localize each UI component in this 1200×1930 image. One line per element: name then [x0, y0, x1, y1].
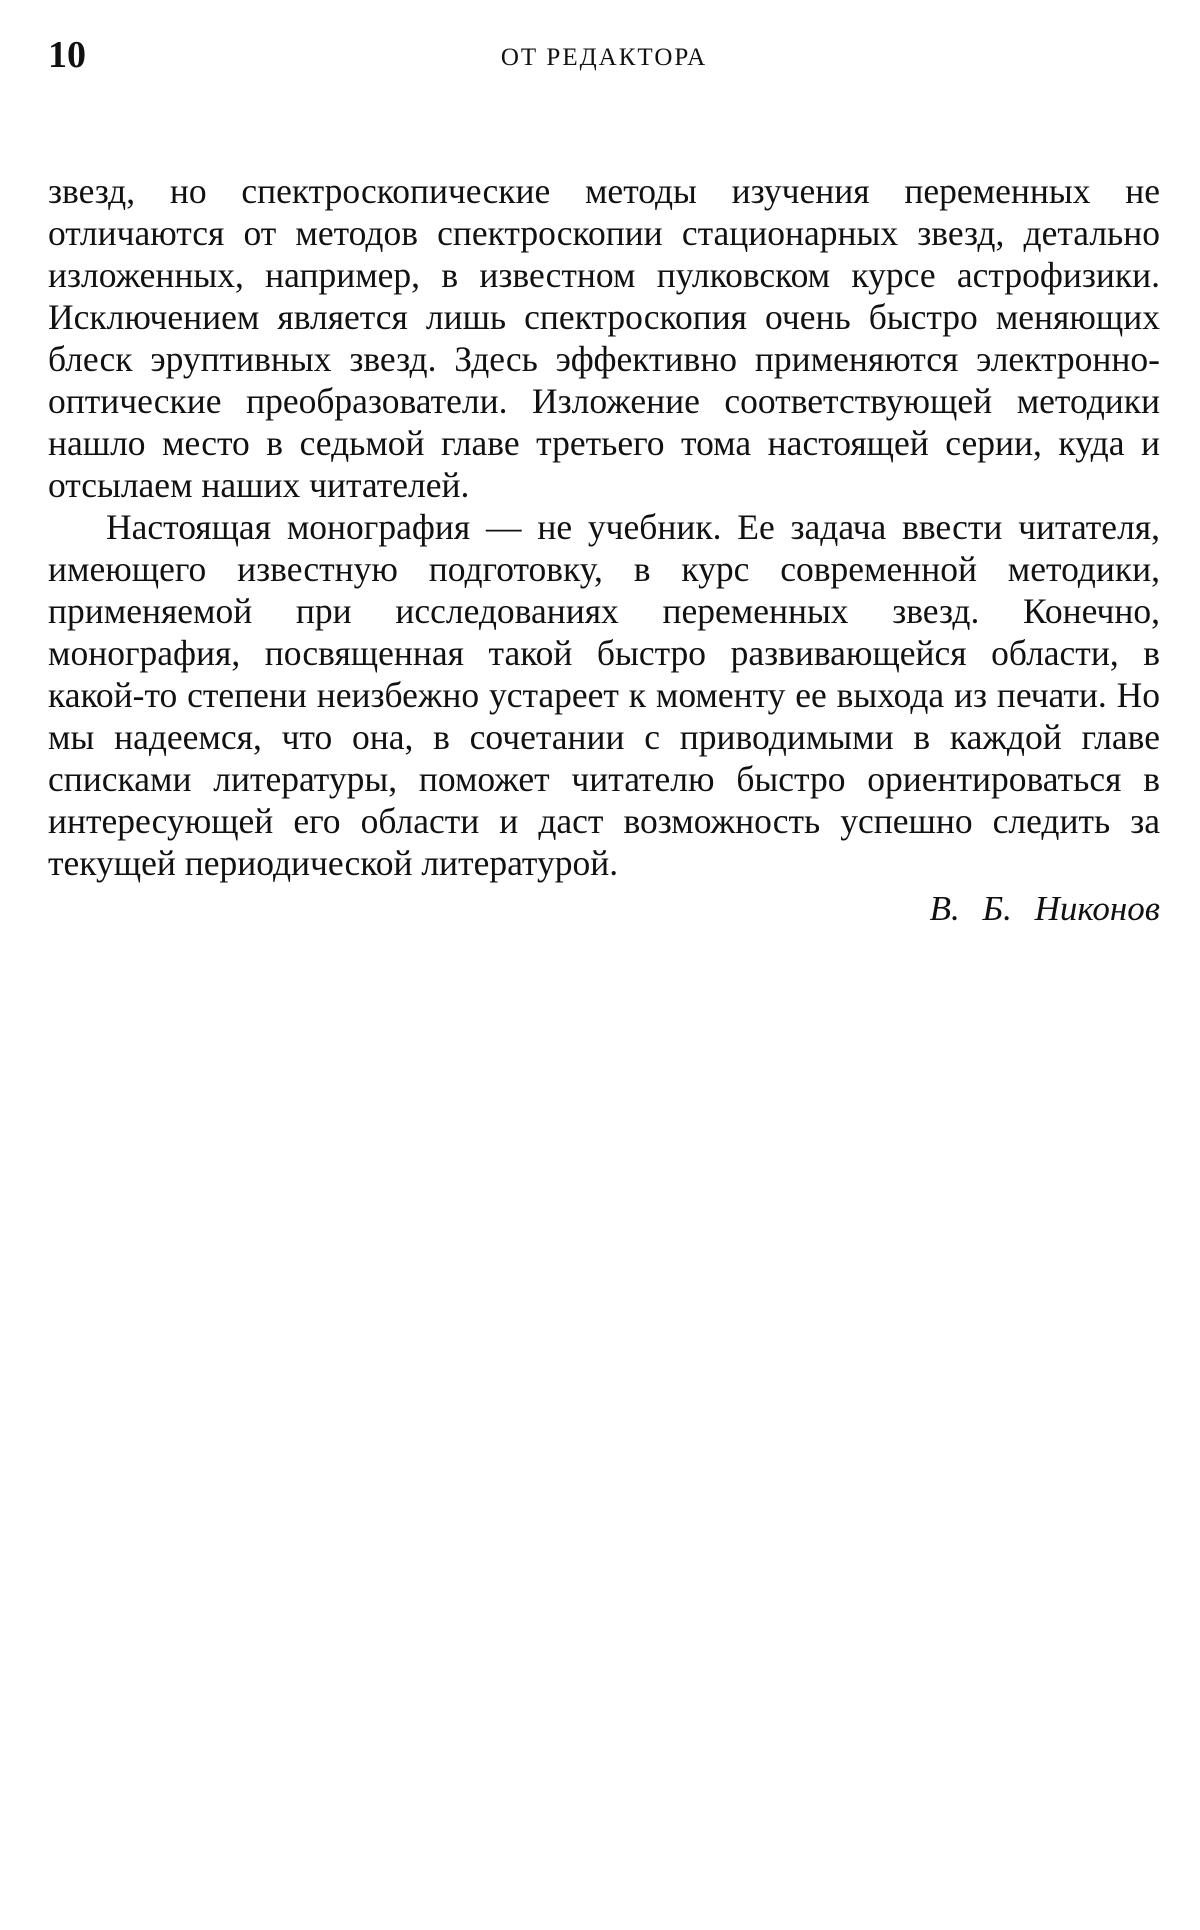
- book-page: [48, 30, 1160, 932]
- paragraph-continued: звезд, но спектроскопические методы изучения переменных не отличаются от методов спектроскопии стационарных звезд, детально изложенных, например, в известном пулковском курсе астрофизики. Исключением является лишь спектроскопия очень быстро меняющих блеск эруптивных звезд. Здесь эффективно применяются электронно-оптические преобразователи. Изложение соответствующей методики нашло место в седьмой главе третьего тома настоящей серии, куда и отсылаем наших читателей.: [48, 171, 1160, 505]
- running-header-title: ОТ РЕДАКТОРА: [500, 44, 708, 71]
- body-text: [48, 170, 1160, 884]
- paragraph: Настоящая монография — не учебник. Ее задача ввести читателя, имеющего известную подготовку, в курс современной методики, применяемой при исследованиях переменных звезд. Конечно, монография, посвященная такой быстро развивающейся области, в какой-то степени неизбежно устареет к моменту ее выхода из печати. Но мы надеемся, что она, в сочетании с приводимыми в каждой главе списками литературы, поможет читателю быстро ориентироваться в интересующей его области и даст возможность успешно следить за текущей периодической литературой.: [48, 507, 1160, 883]
- author-signature: В. Б. Никонов: [929, 889, 1160, 928]
- page-number: 10: [48, 34, 86, 76]
- running-header: [48, 30, 1160, 90]
